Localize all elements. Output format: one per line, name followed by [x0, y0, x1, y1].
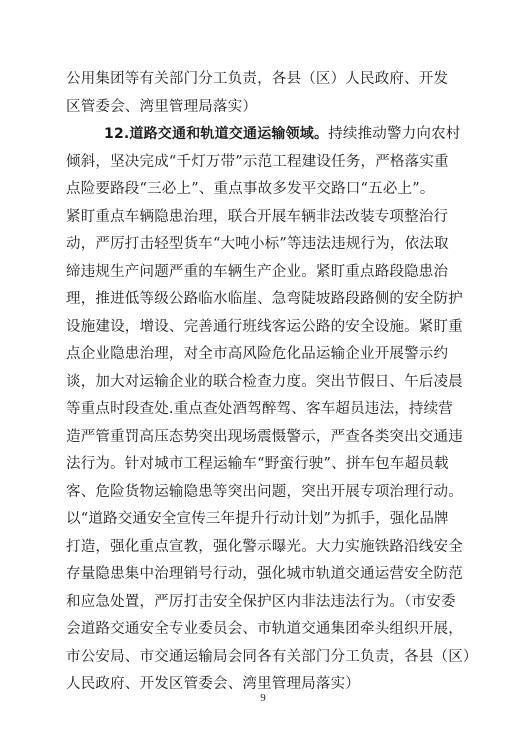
text-line: 设施建设，增设、完善通行班线客运公路的安全设施。紧盯重	[66, 318, 463, 335]
text-line: 谈，加大对运输企业的联合检查力度。突出节假日、午后凌晨	[66, 373, 463, 390]
text-line: 客、危险货物运输隐患等突出问题，突出开展专项治理行动。	[66, 483, 463, 500]
text-line: 点企业隐患治理，对全市高风险危化品运输企业开展警示约	[66, 346, 449, 362]
text-line: 人民政府、开发区管委会、湾里管理局落实）	[66, 676, 360, 692]
text-line: 倾斜，坚决完成“千灯万带”示范工程建设任务，严格落实重	[66, 153, 449, 170]
text-line: 点险要路段“三必上”、重点事故多发平交路口“五必上”。	[66, 181, 435, 197]
text-line: 区管委会、湾里管理局落实）	[66, 98, 258, 115]
text-line: 打造，强化重点宣教，强化警示曝光。大力实施铁路沿线安全	[66, 538, 463, 555]
text-line: 存量隐患集中治理销号行动，强化城市轨道交通运营安全防范	[66, 566, 463, 582]
text-line: 持续推动警力向农村	[328, 126, 461, 142]
text-line: 公用集团等有关部门分工负责，各县（区）人民政府、开发	[66, 71, 449, 87]
text-line: 造严管重罚高压态势突出现场震慑警示，严查各类突出交通违	[66, 428, 463, 445]
text-line: 以“道路交通安全宣传三年提升行动计划”为抓手，强化品牌	[66, 511, 449, 527]
text-line: 法行为。针对城市工程运输车“野蛮行驶”、拼车包车超员载	[66, 456, 449, 472]
text-line: 紧盯重点车辆隐患治理，联合开展车辆非法改装专项整治行	[66, 208, 449, 225]
page-number: 9	[260, 692, 266, 704]
text-line: 动，严厉打击轻型货车“大吨小标”等违法违规行为，依法取	[66, 236, 449, 252]
body-text	[66, 66, 478, 699]
section-heading: 12.道路交通和轨道交通运输领域。	[104, 126, 329, 142]
text-line: 理，推进低等级公路临水临崖、急弯陡坡路段路侧的安全防护	[66, 291, 463, 307]
text-line: 缔违规生产问题严重的车辆生产企业。紧盯重点路段隐患治	[66, 263, 449, 280]
text-line: 市公安局、市交通运输局会同各有关部门分工负责，各县（区）	[66, 648, 478, 665]
text-line: 和应急处置，严厉打击安全保护区内非法违法行为。（市安委	[66, 593, 456, 610]
text-line: 会道路交通安全专业委员会、市轨道交通集团牵头组织开展，	[66, 621, 463, 637]
section-first-line	[66, 121, 466, 149]
text-line: 等重点时段查处.重点查处酒驾醉驾、客车超员违法，持续营	[66, 401, 454, 417]
